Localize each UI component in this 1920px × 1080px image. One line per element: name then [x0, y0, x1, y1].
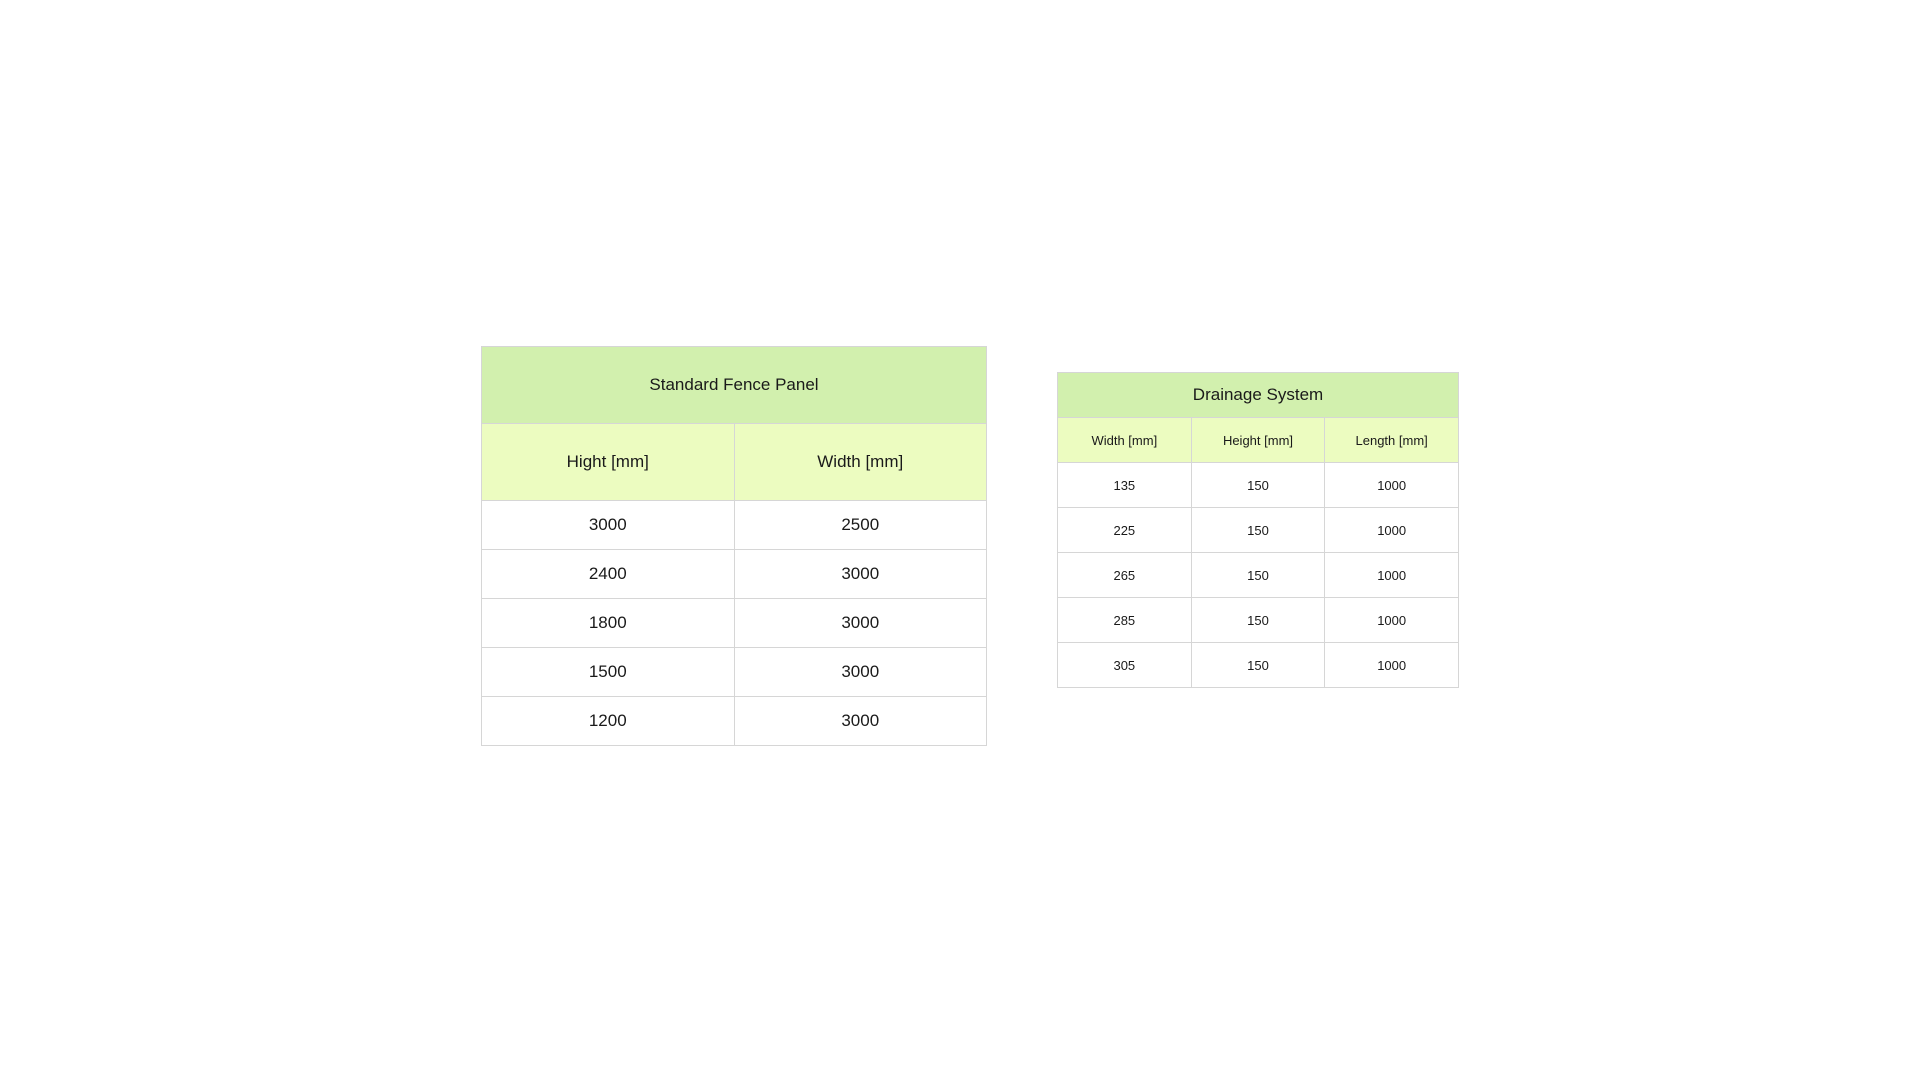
- table-title-row: [1058, 373, 1459, 418]
- fence-panel-table: [481, 346, 987, 746]
- column-header-hight: Hight [mm]: [482, 424, 735, 501]
- table-cell: 285: [1058, 598, 1192, 643]
- table-cell: 1000: [1325, 463, 1459, 508]
- table-cell: 1000: [1325, 508, 1459, 553]
- table-cell: 1500: [482, 648, 735, 697]
- table-cell: 265: [1058, 553, 1192, 598]
- column-header-width: Width [mm]: [734, 424, 987, 501]
- table-cell: 150: [1191, 643, 1325, 688]
- table-row: [1058, 463, 1459, 508]
- table-header-row: [1058, 418, 1459, 463]
- drainage-system-table: [1057, 372, 1459, 688]
- table-row: [482, 599, 987, 648]
- table-header-row: [482, 424, 987, 501]
- table-cell: 2400: [482, 550, 735, 599]
- table-row: [1058, 598, 1459, 643]
- table-cell: 1000: [1325, 643, 1459, 688]
- table-title-row: [482, 347, 987, 424]
- table-cell: 305: [1058, 643, 1192, 688]
- table-cell: 3000: [734, 550, 987, 599]
- table-row: [482, 501, 987, 550]
- table-cell: 3000: [734, 697, 987, 746]
- table-cell: 150: [1191, 553, 1325, 598]
- table-cell: 1000: [1325, 598, 1459, 643]
- table-row: [482, 697, 987, 746]
- fence-table-title: Standard Fence Panel: [482, 347, 987, 424]
- table-cell: 150: [1191, 598, 1325, 643]
- table-row: [1058, 508, 1459, 553]
- table-cell: 1800: [482, 599, 735, 648]
- table-row: [1058, 643, 1459, 688]
- table-row: [1058, 553, 1459, 598]
- table-cell: 3000: [734, 648, 987, 697]
- table-cell: 1200: [482, 697, 735, 746]
- column-header-height: Height [mm]: [1191, 418, 1325, 463]
- table-row: [482, 550, 987, 599]
- table-cell: 3000: [482, 501, 735, 550]
- column-header-width: Width [mm]: [1058, 418, 1192, 463]
- column-header-length: Length [mm]: [1325, 418, 1459, 463]
- drainage-table-title: Drainage System: [1058, 373, 1459, 418]
- table-cell: 225: [1058, 508, 1192, 553]
- table-cell: 150: [1191, 463, 1325, 508]
- table-cell: 135: [1058, 463, 1192, 508]
- table-cell: 150: [1191, 508, 1325, 553]
- table-cell: 2500: [734, 501, 987, 550]
- table-cell: 1000: [1325, 553, 1459, 598]
- table-cell: 3000: [734, 599, 987, 648]
- table-row: [482, 648, 987, 697]
